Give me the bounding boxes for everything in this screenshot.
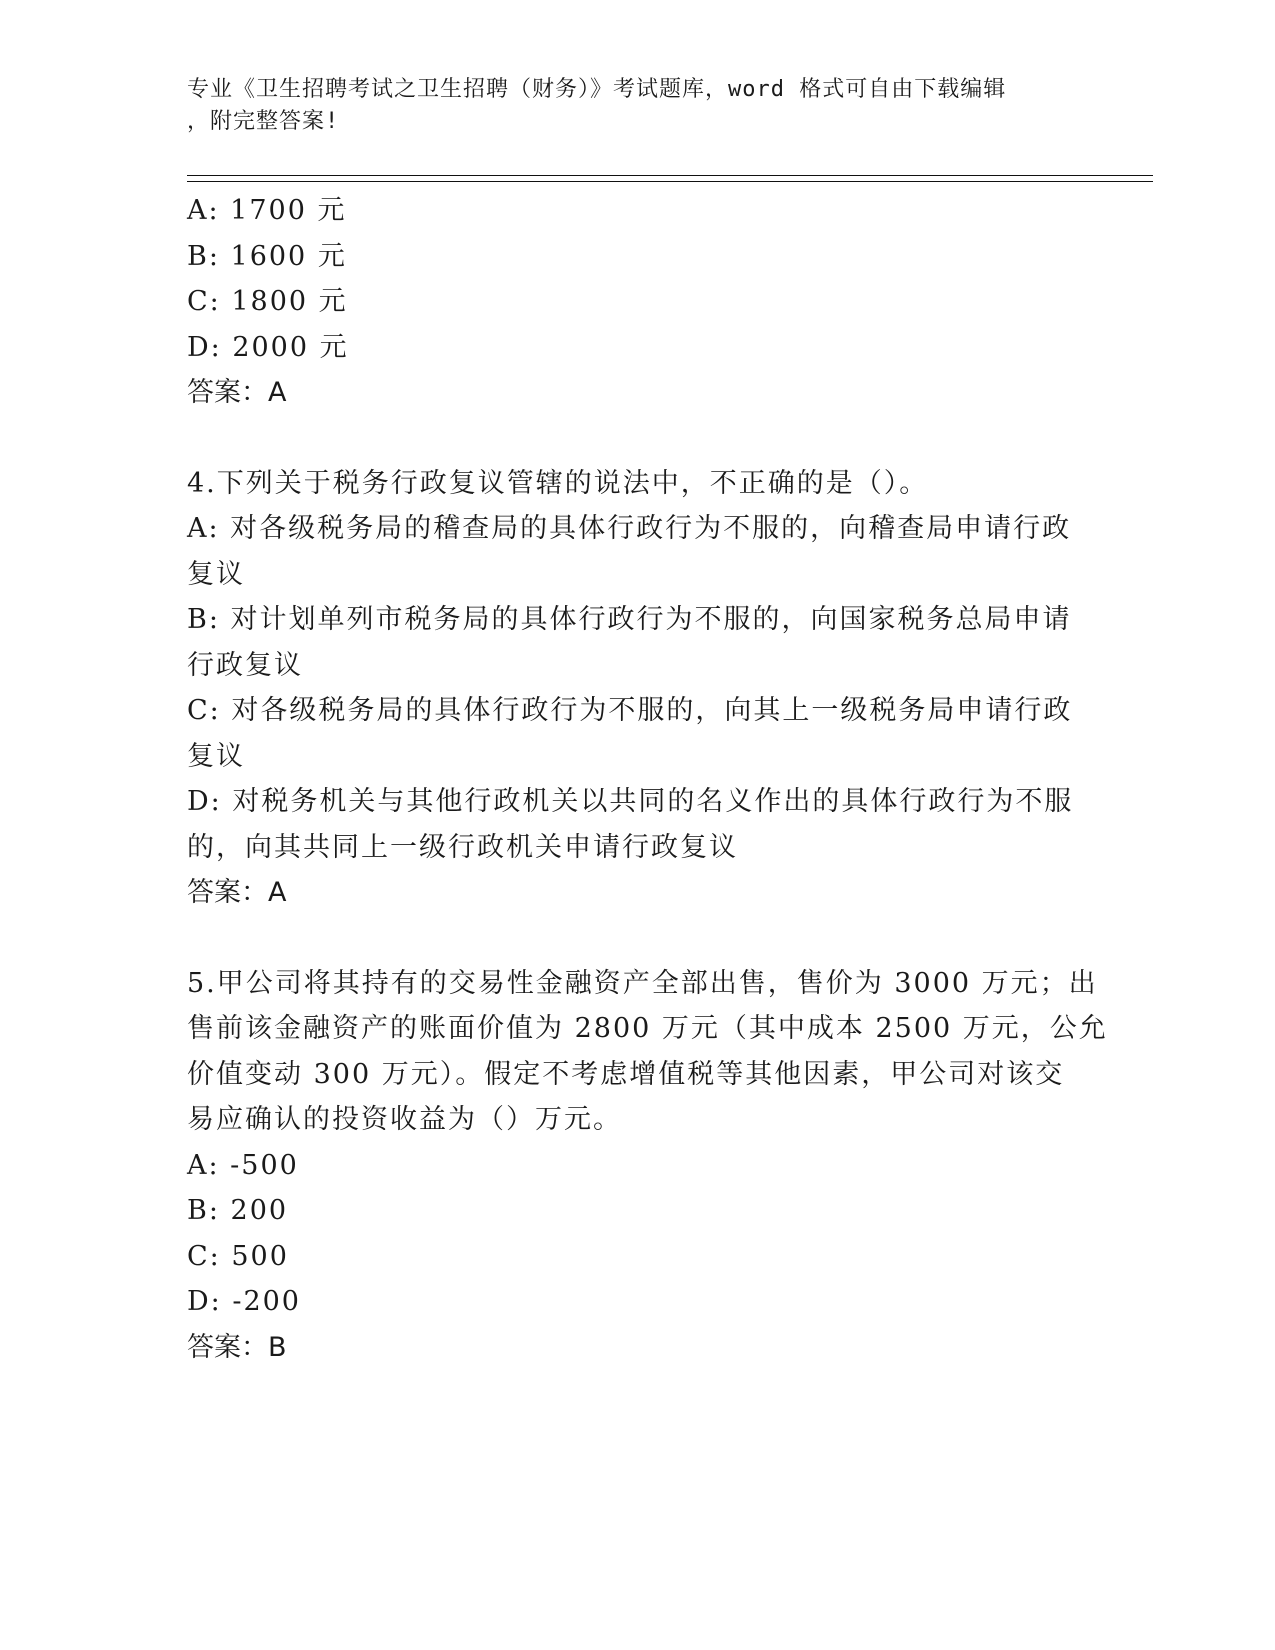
question-text-line-2: 售前该金融资产的账面价值为 2800 万元（其中成本 2500 万元，公允: [187, 1013, 1108, 1044]
option-b: B: 1600 元: [187, 240, 347, 272]
question-text-line-1: 5.甲公司将其持有的交易性金融资产全部出售，售价为 3000 万元；出: [187, 967, 1098, 999]
option-d-cont: 的，向其共同上一级行政机关申请行政复议: [187, 831, 738, 863]
option-b-cont: 行政复议: [187, 649, 303, 681]
option-c: C: 500: [187, 1240, 289, 1272]
option-d: D: -200: [187, 1286, 301, 1317]
question-text: 4.下列关于税务行政复议管辖的说法中，不正确的是（）。: [187, 467, 929, 499]
question-text-line-4: 易应确认的投资收益为（）万元。: [187, 1104, 622, 1135]
header-divider-top: [187, 175, 1153, 176]
question-5: [187, 961, 1108, 1371]
question-content: [187, 188, 1108, 1370]
option-b: B: 对计划单列市税务局的具体行政行为不服的，向国家税务总局申请: [187, 604, 1072, 635]
option-a: A: 1700 元: [187, 195, 347, 226]
option-a-cont: 复议: [187, 558, 245, 590]
question-4: [187, 461, 1077, 916]
question-text-line-3: 价值变动 300 万元）。假定不考虑增值税等其他因素，甲公司对该交: [187, 1058, 1065, 1090]
option-c: C: 1800 元: [187, 286, 348, 317]
option-c: C: 对各级税务局的具体行政行为不服的，向其上一级税务局申请行政: [187, 695, 1073, 726]
answer: 答案：B: [187, 1331, 287, 1363]
option-b: B: 200: [187, 1195, 289, 1226]
header-line-2: ，附完整答案!: [187, 109, 340, 134]
option-d: D: 对税务机关与其他行政机关以共同的名义作出的具体行政行为不服: [187, 786, 1074, 817]
option-a: A: -500: [187, 1149, 299, 1181]
option-c-cont: 复议: [187, 740, 245, 772]
answer: 答案：A: [187, 877, 287, 908]
answer: 答案：A: [187, 377, 287, 408]
document-header: [187, 74, 1067, 138]
header-divider-bottom: [187, 181, 1153, 182]
option-a: A: 对各级税务局的稽查局的具体行政行为不服的，向稽查局申请行政: [187, 513, 1072, 544]
question-3: [187, 188, 1077, 416]
header-line-1: 专业《卫生招聘考试之卫生招聘（财务）》考试题库，word 格式可自由下载编辑: [187, 77, 1007, 102]
option-d: D: 2000 元: [187, 331, 349, 363]
